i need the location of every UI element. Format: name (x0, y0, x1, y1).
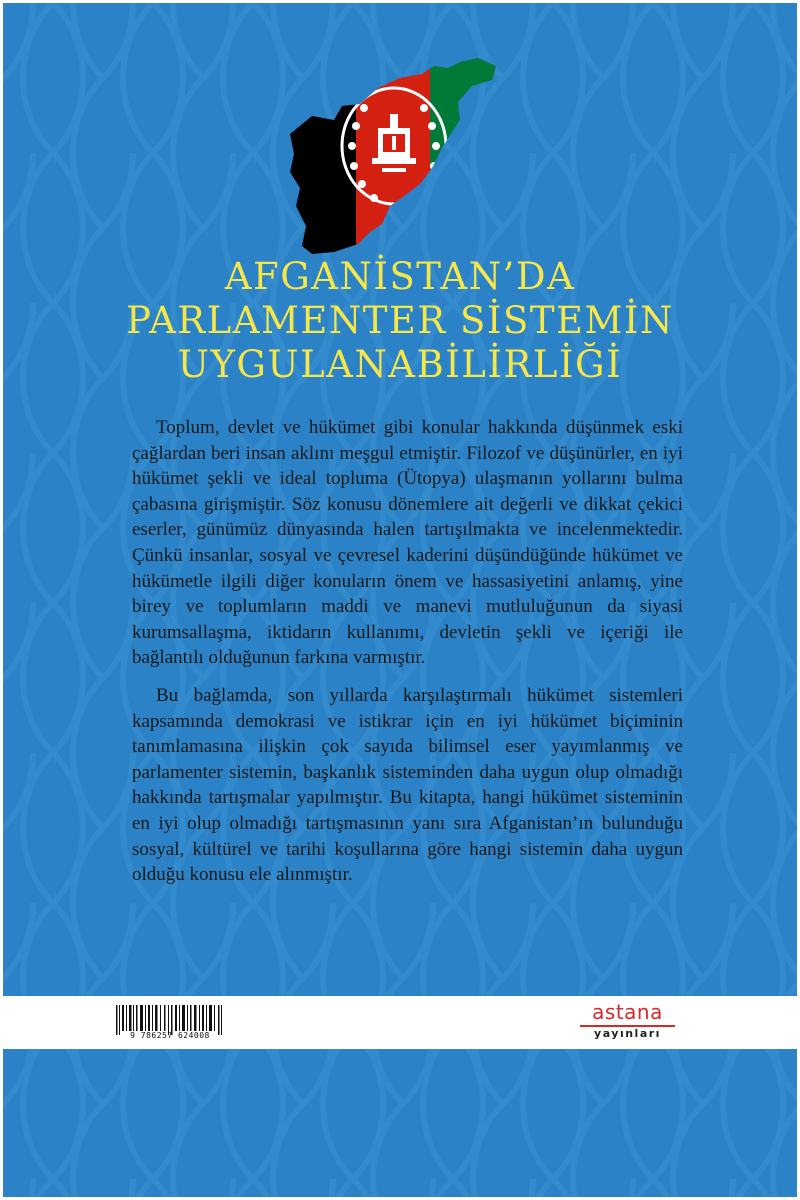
title-line: AFGANİSTAN’DA (224, 255, 576, 298)
title-line: UYGULANABİLİRLİĞİ (177, 343, 623, 386)
blurb-text (132, 415, 683, 900)
leaf-pattern-background (3, 1049, 797, 1197)
book-title (3, 255, 797, 387)
isbn-number: 9 786257 624008 (130, 1031, 210, 1040)
afghanistan-flag-map-icon (282, 56, 504, 256)
cover-panel (3, 3, 797, 996)
title-line: PARLAMENTER SİSTEMİN (126, 299, 674, 342)
publisher-logo (580, 1000, 675, 1046)
publisher-subtitle: yayınları (594, 1027, 661, 1040)
blurb-paragraph: Toplum, devlet ve hükümet gibi konular hakkında düşünmek eski çağlardan beri insan aklını meşgul etmiştir. Filozof ve düşünürler, en iyi hükümet şekli ve ideal topluma (Ütopya) ulaşmanın yollarını bulma çabasına girişmiştir. Söz konusu dönemlere ait değerli ve dikkat çekici eserler, günümüz dünyasında halen tartışılmakta ve incelenmektedir. Çünkü insanlar, sosyal ve çevresel kaderini düşündüğünde hükümet ve hükümetle ilgili diğer konuların önem ve hassasiyetini anlamış, yine birey ve toplumların maddi ve manevi mutluluğunun da siyasi kurumsallaşma, iktidarın kullanımı, devletin şekli ve içeriği ile bağlantılı olduğunun farkına varmıştır. (132, 417, 683, 669)
blurb-paragraph: Bu bağlamda, son yıllarda karşılaştırmalı hükümet sistemleri kapsamında demokrasi ve istikrar için en iyi hükümet biçiminin tanımlamasına ilişkin çok sayıda bilimsel eser yayımlanmış ve parlamenter sistemin, başkanlık sisteminden daha uygun olup olmadığı hakkında tartışmalar yapılmıştır. Bu kitapta, hangi hükümet sisteminin en iyi olup olmadığı tartışmasının yanı sıra Afganistan’ın bulunduğu sosyal, kültürel ve tarihi koşullarına göre hangi sistemin daha uygun olduğu konusu ele alınmıştır. (132, 684, 683, 886)
publisher-name: astana (592, 1000, 663, 1024)
cover-panel-bottom (3, 1049, 797, 1197)
